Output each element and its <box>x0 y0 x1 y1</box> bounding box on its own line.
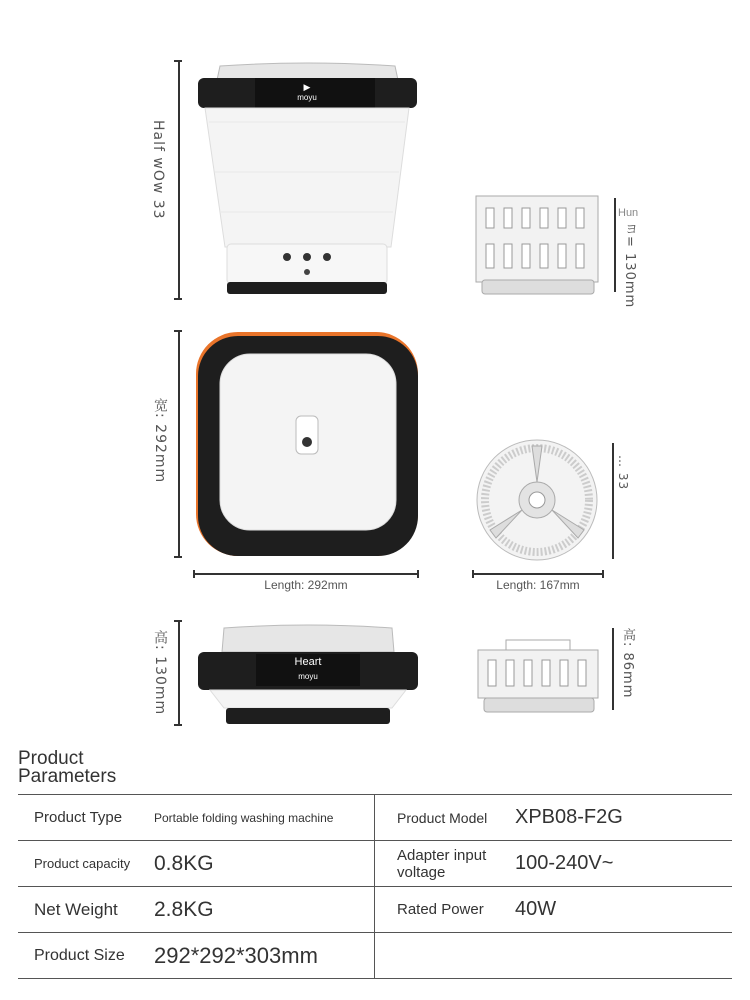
params-title: Product Parameters <box>18 748 117 787</box>
length-main-label: Length: 292mm <box>264 578 348 592</box>
basket-folded-height-label: 高: 86mm <box>620 628 635 699</box>
table-row <box>18 933 732 979</box>
basket-side-view <box>474 194 604 296</box>
param-value: Portable folding washing machine <box>154 795 375 841</box>
param-value: 0.8KG <box>154 841 375 887</box>
table-row <box>18 795 732 841</box>
table-row <box>18 887 732 933</box>
param-label: Product capacity <box>18 841 154 887</box>
height-dimension-label: Half wOw 33 <box>150 120 166 220</box>
param-label: Product Size <box>18 933 154 979</box>
param-value: 2.8KG <box>154 887 375 933</box>
brand-logo-folded: moyu <box>298 672 318 681</box>
param-value: 40W <box>505 887 732 933</box>
param-value: 292*292*303mm <box>154 933 375 979</box>
spin-basket-top-view <box>470 438 604 566</box>
length-basket-label: Length: 167mm <box>496 578 580 592</box>
folded-height-label: 高: 130mm <box>152 630 168 716</box>
param-value: XPB08-F2G <box>505 795 732 841</box>
param-label: Rated Power <box>375 887 506 933</box>
brand-logo-top: ▶ moyu <box>295 82 319 102</box>
param-label: Product Type <box>18 795 154 841</box>
table-row <box>18 841 732 887</box>
height-dimension-line <box>178 60 180 300</box>
param-label: Product Model <box>375 795 506 841</box>
logo-arrow-icon: ▶ <box>303 82 311 92</box>
basket-height-label: ヨ= 130mm <box>622 222 637 309</box>
param-label: Net Weight <box>18 887 154 933</box>
width-dimension-label: 宽: 292mm <box>152 398 168 484</box>
washer-top-view <box>194 330 420 558</box>
spin-side-label: … 33 <box>616 455 630 491</box>
param-label: Adapter input voltage <box>375 841 506 887</box>
param-value <box>505 933 732 979</box>
basket-folded-view <box>476 636 602 714</box>
param-value: 100-240V~ <box>505 841 732 887</box>
param-label <box>375 933 506 979</box>
basket-height-small-label: Hun <box>618 207 639 219</box>
params-table <box>18 794 732 979</box>
top-panel-label: Heart <box>294 656 322 668</box>
